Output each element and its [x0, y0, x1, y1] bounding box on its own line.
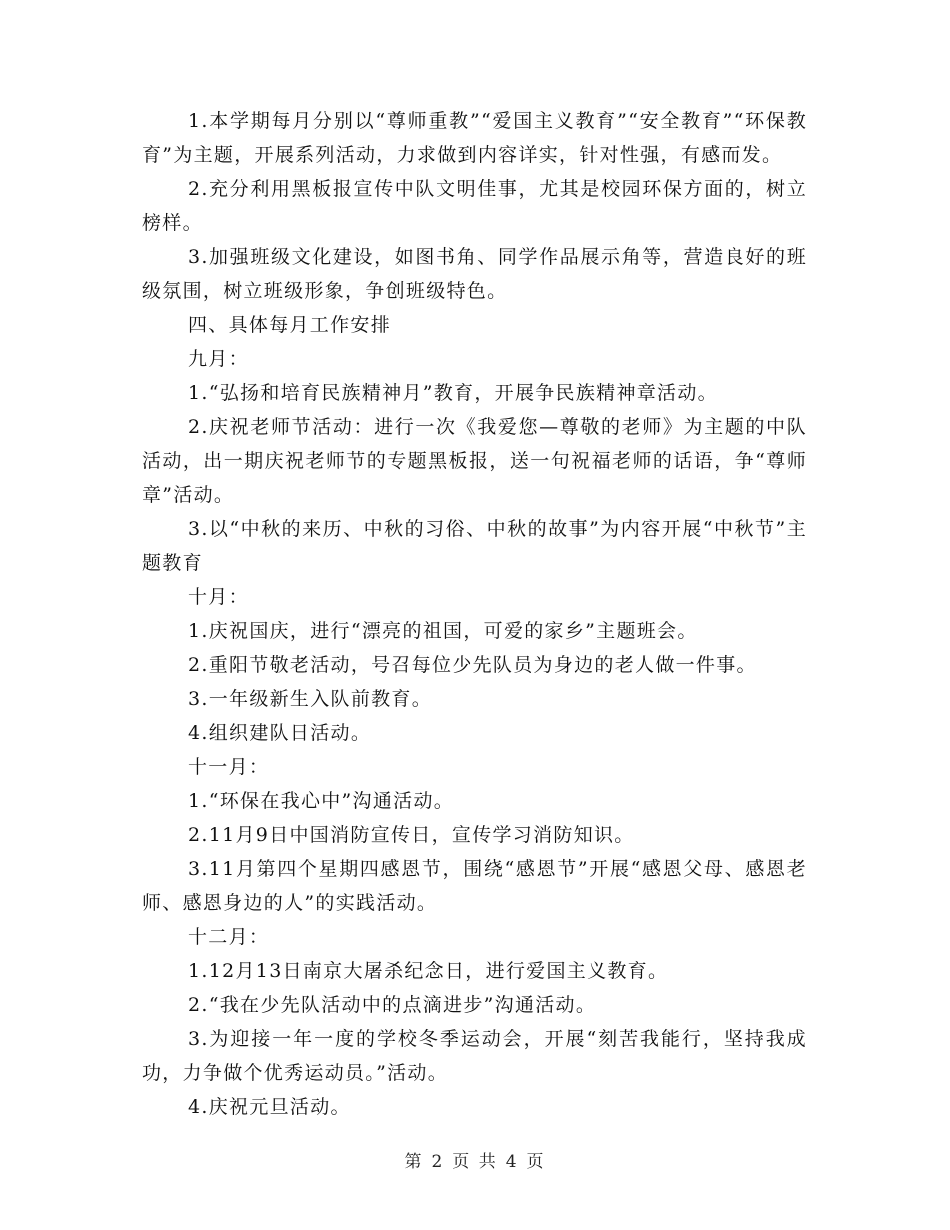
footer-suffix: 页 [526, 1152, 546, 1172]
footer-prefix: 第 [404, 1152, 424, 1172]
paragraph: 1.本学期每月分别以“尊师重教”“爱国主义教育”“安全教育”“环保教育”为主题，开展系列活动，力求做到内容详实，针对性强，有感而发。 [142, 110, 807, 166]
paragraph: 1.12月13日南京大屠杀纪念日，进行爱国主义教育。 [188, 960, 669, 982]
paragraph: 3.11月第四个星期四感恩节，围绕“感恩节”开展“感恩父母、感恩老师、感恩身边的人”的实践活动。 [142, 858, 807, 914]
month-heading: 十一月： [188, 756, 270, 778]
paragraph: 3.加强班级文化建设，如图书角、同学作品展示角等，营造良好的班级氛围，树立班级形象，争创班级特色。 [142, 246, 807, 302]
paragraph: 3.为迎接一年一度的学校冬季运动会，开展“刻苦我能行，坚持我成功，力争做个优秀运动员。”活动。 [142, 1028, 807, 1084]
paragraph: 2.“我在少先队活动中的点滴进步”沟通活动。 [188, 994, 597, 1016]
paragraph: 1.“环保在我心中”沟通活动。 [188, 790, 455, 812]
paragraph: 2.重阳节敬老活动，号召每位少先队员为身边的老人做一件事。 [188, 654, 757, 676]
paragraph: 1.“弘扬和培育民族精神月”教育，开展争民族精神章活动。 [188, 382, 718, 404]
month-heading: 十二月： [188, 926, 270, 948]
paragraph: 3.以“中秋的来历、中秋的习俗、中秋的故事”为内容开展“中秋节”主题教育 [142, 518, 807, 574]
paragraph: 4.组织建队日活动。 [188, 722, 372, 744]
paragraph: 1.庆祝国庆，进行“漂亮的祖国，可爱的家乡”主题班会。 [188, 620, 698, 642]
document-body [142, 104, 807, 1124]
paragraph: 2.庆祝老师节活动：进行一次《我爱您—尊敬的老师》为主题的中队活动，出一期庆祝老师节的专题黑板报，送一句祝福老师的话语，争“尊师章”活动。 [142, 416, 807, 506]
footer-total-pages: 4 [505, 1152, 519, 1172]
footer-current-page: 2 [431, 1152, 445, 1172]
page-footer [0, 1150, 950, 1174]
paragraph: 2.充分利用黑板报宣传中队文明佳事，尤其是校园环保方面的，树立榜样。 [142, 178, 807, 234]
month-heading: 十月： [188, 586, 249, 608]
paragraph: 2.11月9日中国消防宣传日，宣传学习消防知识。 [188, 824, 635, 846]
footer-middle: 页 共 [452, 1152, 498, 1172]
paragraph: 3.一年级新生入队前教育。 [188, 688, 433, 710]
month-heading: 九月： [188, 348, 249, 370]
section-heading: 四、具体每月工作安排 [188, 314, 392, 336]
paragraph: 4.庆祝元旦活动。 [188, 1096, 351, 1118]
